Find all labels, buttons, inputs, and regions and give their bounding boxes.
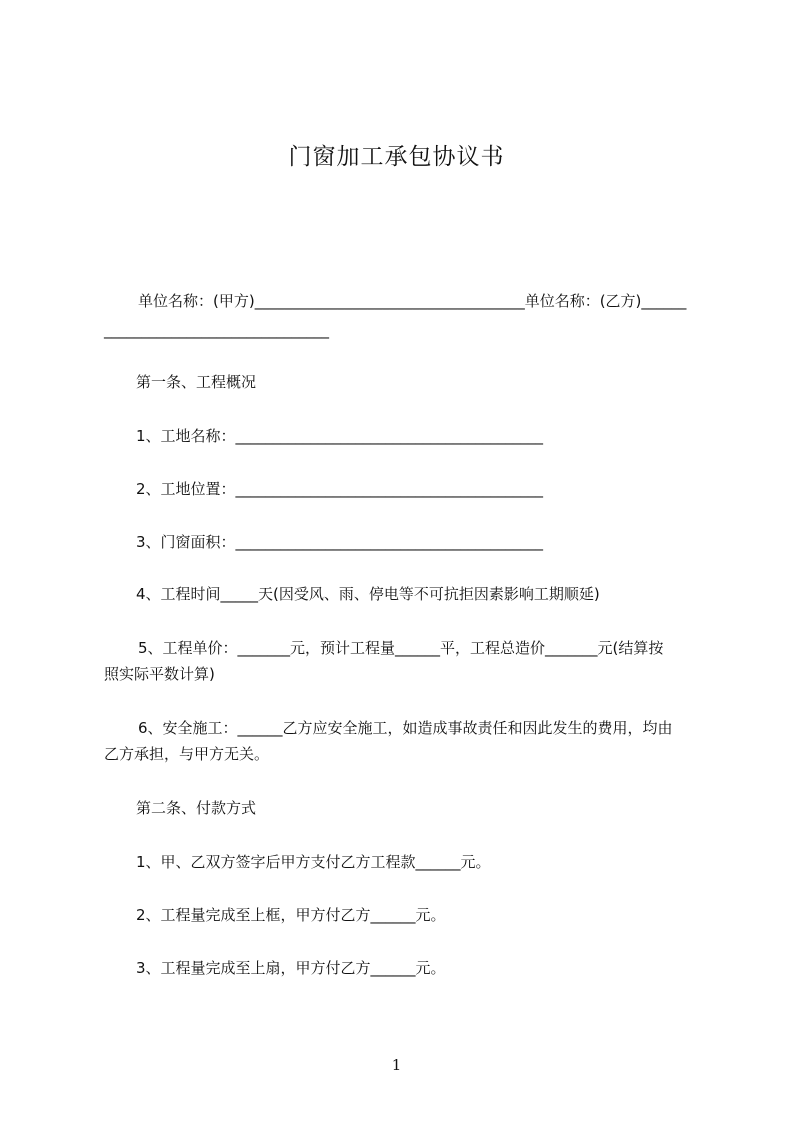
payment-item-1: 1、甲、乙双方签字后甲方支付乙方工程款______元。 [136,853,491,871]
item-work-duration: 4、工程时间_____天(因受风、雨、停电等不可抗拒因素影响工期顺延) [136,585,600,603]
item-safety-line-1: 6、安全施工：______乙方应安全施工，如造成事故责任和因此发生的费用，均由 [138,719,673,737]
document-title: 门窗加工承包协议书 [288,144,505,170]
parties-line-1: 单位名称：(甲方)____________________________________单位名称：(乙方)______ [138,292,687,310]
item-unit-price-line-2: 照实际平数计算) [104,665,215,683]
payment-item-2: 2、工程量完成至上框，甲方付乙方______元。 [136,906,446,924]
item-site-location: 2、工地位置：_________________________________________ [136,480,544,498]
payment-item-3: 3、工程量完成至上扇，甲方付乙方______元。 [136,959,446,977]
page-number: 1 [391,1056,402,1074]
item-window-area: 3、门窗面积：_________________________________________ [136,533,544,551]
section-2-heading: 第二条、付款方式 [136,799,257,817]
parties-line-2: ______________________________ [104,321,329,339]
item-safety-line-2: 乙方承担，与甲方无关。 [104,745,270,763]
item-unit-price-line-1: 5、工程单价：_______元，预计工程量______平，工程总造价_______元(结算按 [138,639,664,657]
section-1-heading: 第一条、工程概况 [136,373,257,391]
item-site-name: 1、工地名称：_________________________________________ [136,427,544,445]
